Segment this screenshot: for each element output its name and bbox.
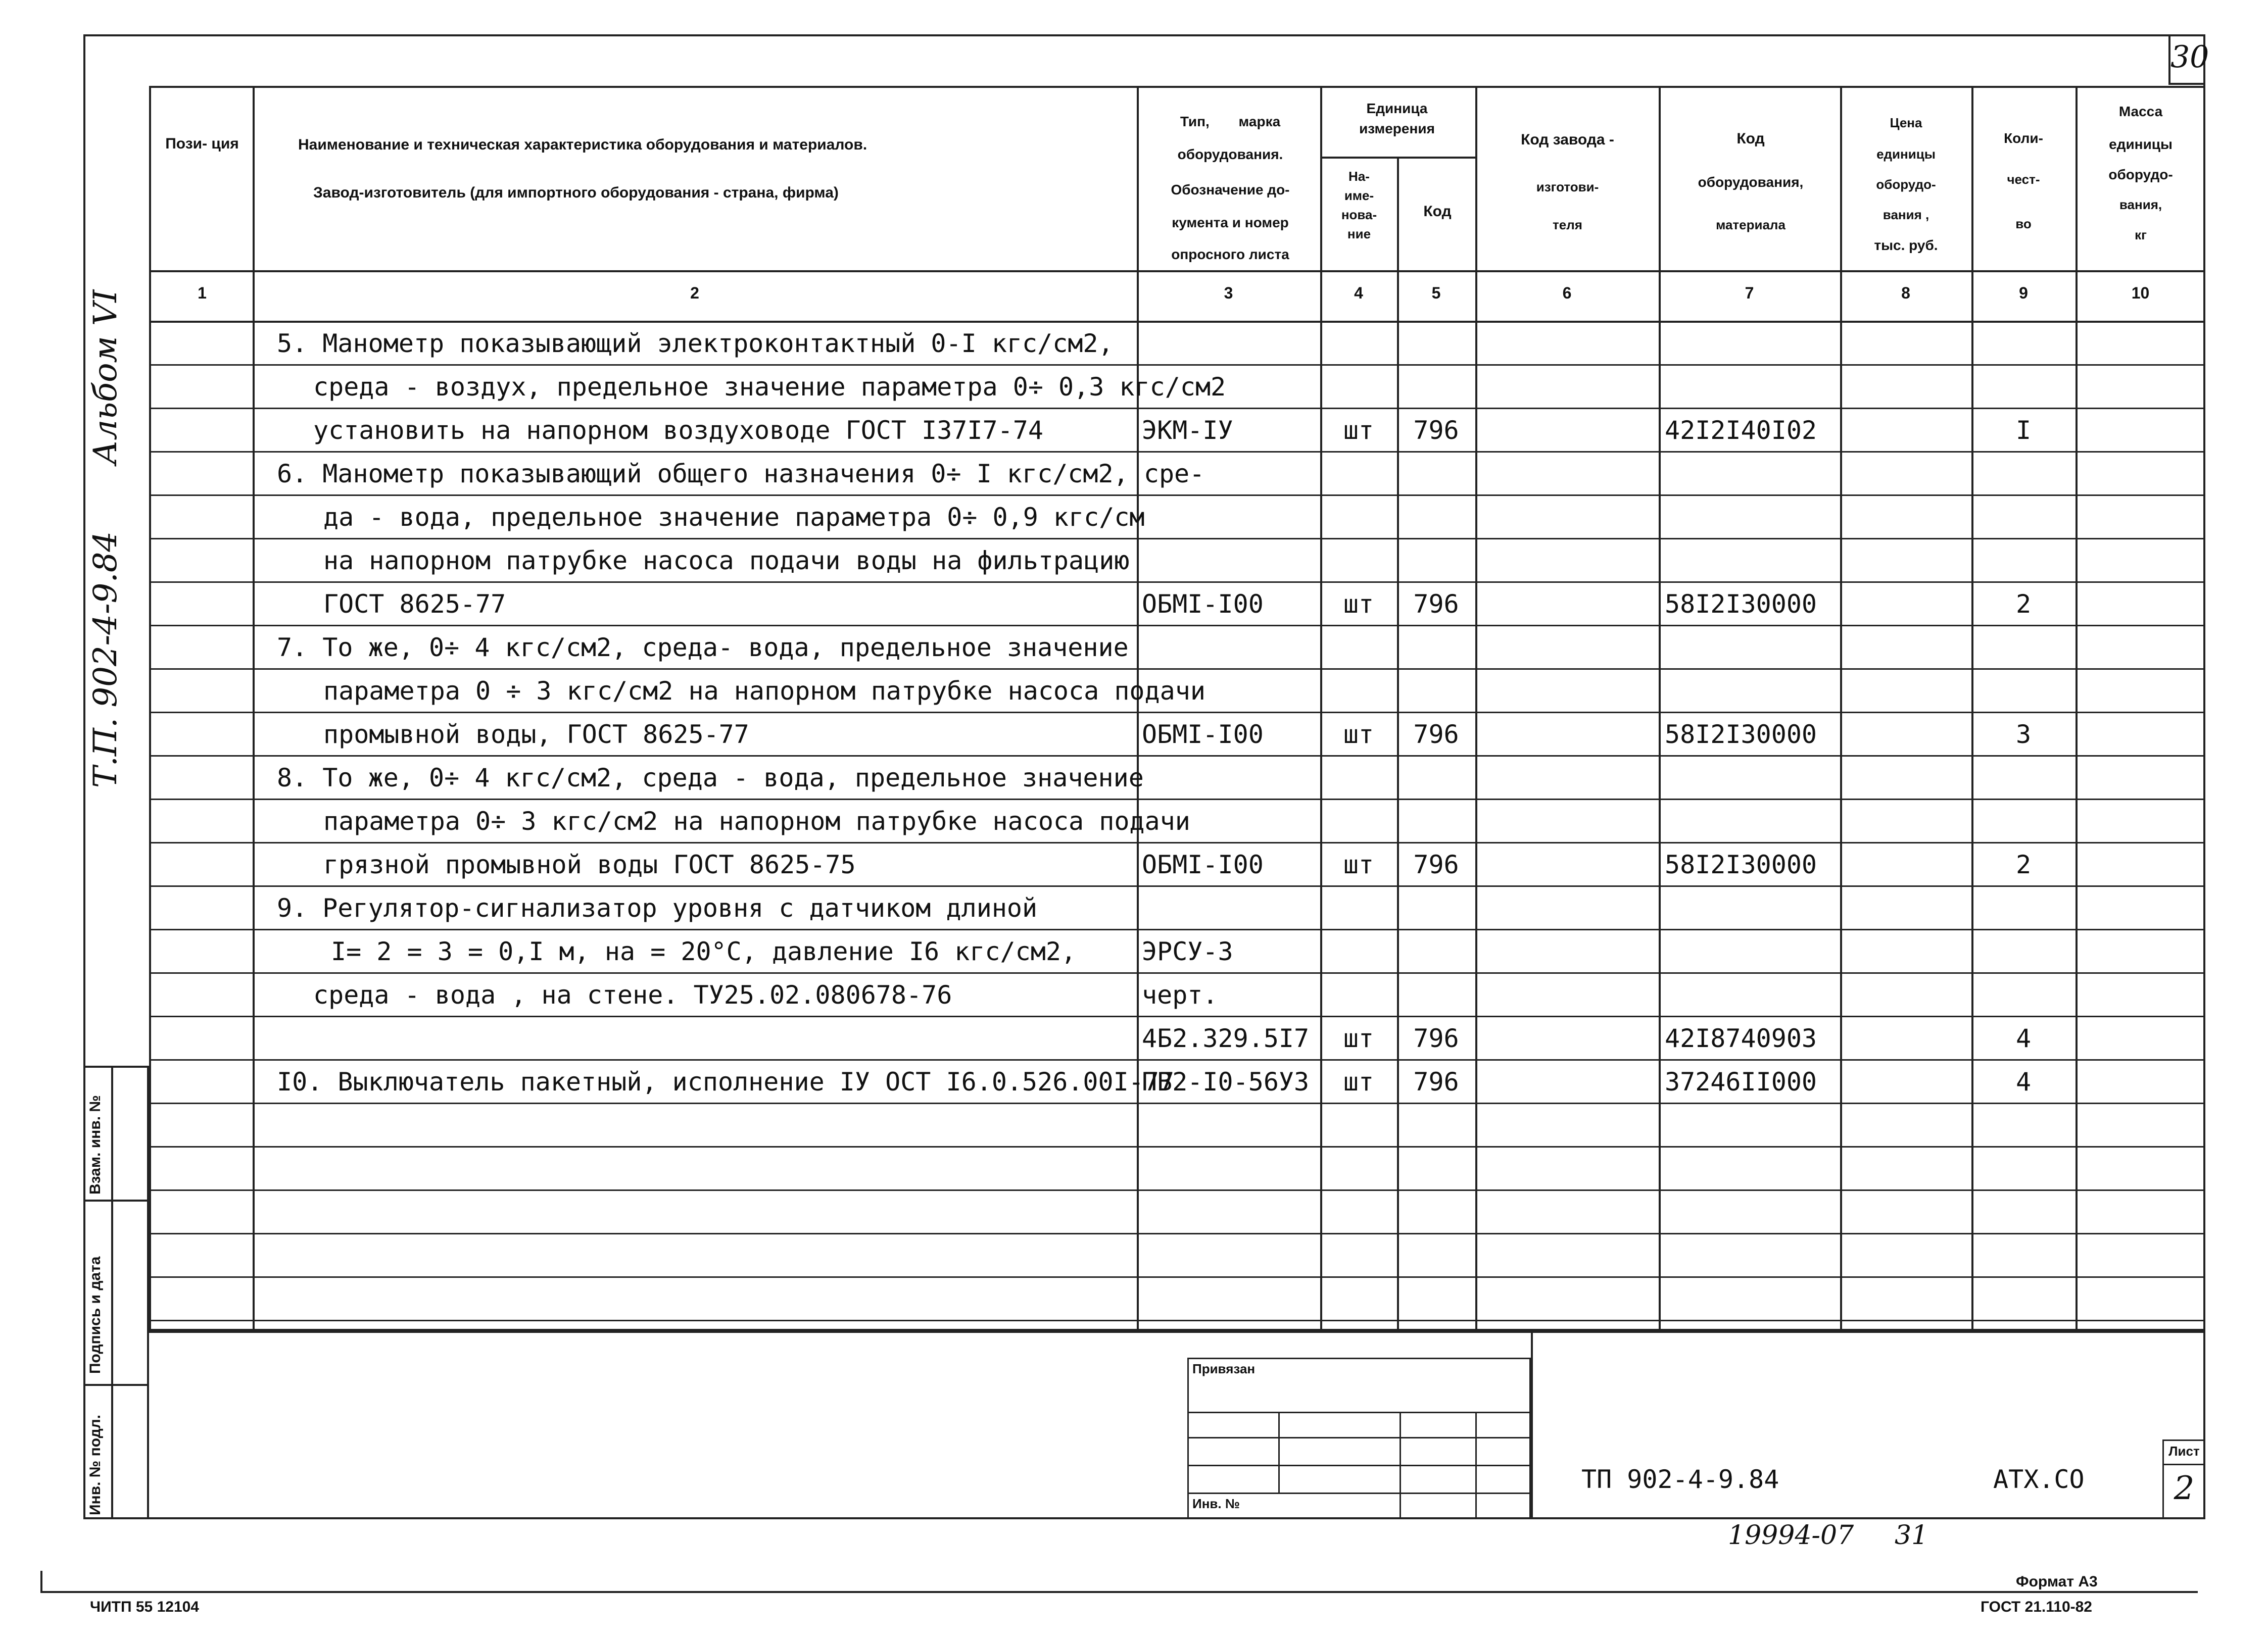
list-number: 2: [2174, 1470, 2195, 1507]
hdr-unit-group: Единица измерения: [1359, 101, 1435, 136]
hdr-col1: Пози- ция: [165, 135, 239, 152]
side-h1: [83, 1200, 149, 1202]
row-eq-code: 37246II000: [1665, 1067, 1817, 1097]
row-qty: 2: [2015, 589, 2032, 619]
inv-no-label: Инв. №: [1192, 1496, 1240, 1511]
row-type: 4Б2.329.5I7: [1142, 1024, 1310, 1053]
row-description: установить на напорном воздуховоде ГОСТ I37I7-74: [313, 416, 1043, 445]
side-vzam: Взам. инв. №: [87, 1095, 104, 1195]
row-separator: [149, 364, 2205, 366]
col-sep: [1137, 86, 1139, 1331]
row-eq-code: 42I2I40I02: [1665, 416, 1817, 445]
row-unit: шт: [1343, 720, 1374, 749]
col-sep: [1840, 86, 1842, 1331]
row-description: 5. Манометр показывающий электроконтактный 0-I кгс/см2,: [277, 329, 1114, 358]
row-type: черт.: [1142, 980, 1218, 1010]
hdr-col7-l2: оборудования,: [1698, 174, 1804, 190]
hdr-col3-l5: опросного листа: [1171, 246, 1289, 262]
stamp-v-main: [1531, 1331, 1533, 1519]
row-unit-code: 796: [1413, 589, 1459, 619]
row-description: I= 2 = 3 = 0,I м, на = 20°С, давление I6 кгс/см2,: [331, 937, 1077, 966]
colnum-6: 6: [1562, 284, 1572, 302]
row-eq-code: 42I8740903: [1665, 1024, 1817, 1053]
hdr-col3-l1: Тип, марка: [1180, 114, 1281, 129]
row-separator: [149, 1320, 2205, 1321]
row-separator: [149, 581, 2205, 583]
hdr-col2-l2: Завод-изготовитель (для импортного оборудования - страна, фирма): [313, 184, 839, 201]
row-unit-code: 796: [1413, 720, 1459, 749]
row-description: параметра 0÷ 3 кгс/см2 на напорном патрубке насоса подачи: [323, 807, 1190, 836]
spec-table: [149, 86, 2205, 1331]
atx-code: АТХ.СО: [1993, 1465, 2085, 1494]
row-type: ЭКМ-IУ: [1142, 416, 1233, 445]
row-description: среда - воздух, предельное значение параметра 0÷ 0,3 кгс/см2: [313, 372, 1226, 402]
col-sep: [1659, 86, 1661, 1331]
priv-v3: [1475, 1412, 1477, 1519]
row-type: ОБМI-I00: [1142, 589, 1264, 619]
hdr-col7-l1: Код: [1736, 130, 1765, 147]
bottom-hand-number-2: 31: [1895, 1520, 1928, 1551]
hdr-col3-l4: кумента и номер: [1172, 215, 1289, 230]
bottom-rule-left: [40, 1571, 42, 1591]
row-description: ГОСТ 8625-77: [323, 589, 506, 619]
gost-label: ГОСТ 21.110-82: [1981, 1599, 2092, 1615]
hdr-col8-l4: вания ,: [1883, 207, 1929, 222]
row-unit: шт: [1343, 589, 1374, 619]
col-sep: [2076, 86, 2078, 1331]
row-eq-code: 58I2I30000: [1665, 850, 1817, 879]
row-separator: [149, 625, 2205, 626]
hdr-col10-l1: Масса: [2118, 104, 2163, 119]
row-separator: [149, 538, 2205, 539]
bottom-hand-number: 19994-07: [1728, 1520, 1854, 1551]
list-sep: [2162, 1464, 2205, 1465]
priv-v1: [1278, 1412, 1280, 1493]
row-unit: шт: [1343, 850, 1374, 879]
row-separator: [149, 451, 2205, 453]
row-separator: [149, 885, 2205, 887]
row-qty: 3: [2015, 720, 2032, 749]
colnum-9: 9: [2019, 284, 2028, 302]
row-unit-code: 796: [1413, 416, 1459, 445]
row-unit: шт: [1343, 1067, 1374, 1097]
privyazan-label: Привязан: [1192, 1361, 1256, 1376]
col-sep: [253, 86, 255, 1331]
format-label: Формат А3: [2016, 1573, 2098, 1590]
row-type: ПВ2-I0-56У3: [1142, 1067, 1310, 1097]
row-description: параметра 0 ÷ 3 кгс/см2 на напорном патрубке насоса подачи: [323, 676, 1205, 706]
row-type: ОБМI-I00: [1142, 850, 1264, 879]
row-unit: шт: [1343, 1024, 1374, 1053]
project-code-vertical: Т.П. 902-4-9.84: [87, 531, 124, 788]
row-separator: [149, 842, 2205, 843]
row-description: среда - вода , на стене. ТУ25.02.080678-76: [313, 980, 952, 1010]
row-description: грязной промывной воды ГОСТ 8625-75: [323, 850, 856, 879]
album-label: Альбом VI: [87, 289, 124, 465]
row-unit-code: 796: [1413, 1067, 1459, 1097]
row-description: 7. То же, 0÷ 4 кгс/см2, среда- вода, предельное значение: [277, 633, 1129, 662]
row-separator: [149, 408, 2205, 409]
hdr-col6-l3: теля: [1553, 217, 1582, 232]
hdr-col8-l2: единицы: [1876, 146, 1936, 162]
hdr-col4: На- име- нова- ние: [1341, 169, 1377, 241]
colnum-4: 4: [1354, 284, 1363, 302]
colnum-5: 5: [1431, 284, 1441, 302]
col-sep: [1320, 86, 1322, 1331]
row-separator: [149, 1103, 2205, 1104]
hdr-col8-l3: оборудо-: [1876, 177, 1936, 192]
row-separator: [149, 1276, 2205, 1278]
hdr-col3-l2: оборудования.: [1177, 146, 1283, 162]
hdr-col8-l1: Цена: [1890, 115, 1922, 130]
row-description: 6. Манометр показывающий общего назначения 0÷ I кгс/см2, сре-: [277, 459, 1205, 488]
hdr-col3-l3: Обозначение до-: [1171, 182, 1290, 197]
side-inv: Инв. № подл.: [87, 1414, 104, 1515]
hdr-col5: Код: [1423, 203, 1452, 220]
row-description: I0. Выключатель пакетный, исполнение IУ ОСТ I6.0.526.00I-77: [277, 1067, 1175, 1097]
hdr-col9-l1: Коли-: [2004, 130, 2043, 146]
row-unit-code: 796: [1413, 850, 1459, 879]
chitp-label: ЧИТП 55 12104: [90, 1599, 199, 1615]
doc-code: ТП 902-4-9.84: [1581, 1465, 1779, 1494]
colnum-2: 2: [690, 284, 699, 302]
row-separator: [149, 929, 2205, 930]
row-qty: 4: [2015, 1067, 2032, 1097]
priv-h4: [1187, 1493, 1531, 1494]
hdr-col6-l2: изготови-: [1536, 179, 1599, 194]
col-sep: [1971, 86, 1973, 1331]
hdr-col2-l1: Наименование и техническая характеристика оборудования и материалов.: [298, 136, 867, 153]
hdr-col10-l2: единицы: [2109, 136, 2173, 152]
unit-group-sep: [1320, 157, 1475, 159]
row-type: ЭРСУ-3: [1142, 937, 1233, 966]
row-unit: шт: [1343, 416, 1374, 445]
row-qty: 2: [2015, 850, 2032, 879]
bottom-rule: [40, 1591, 2198, 1593]
row-separator: [149, 972, 2205, 974]
corner-number: 30: [2170, 39, 2209, 75]
hdr-col10-l5: кг: [2135, 227, 2147, 242]
row-separator: [149, 1146, 2205, 1148]
row-qty: I: [2015, 416, 2032, 445]
privyazan-box: [1187, 1358, 1531, 1519]
priv-h1: [1187, 1412, 1531, 1413]
hdr-col9-l2: чест-: [2007, 172, 2040, 187]
colnum-8: 8: [1901, 284, 1910, 302]
list-label: Лист: [2168, 1444, 2200, 1459]
side-h2: [83, 1384, 149, 1386]
side-podpis: Подпись и дата: [87, 1256, 104, 1374]
row-eq-code: 58I2I30000: [1665, 589, 1817, 619]
colnum-bottom: [149, 321, 2205, 323]
hdr-col9-l3: во: [2015, 216, 2032, 231]
header-bottom: [149, 270, 2205, 272]
colnum-10: 10: [2131, 284, 2150, 302]
row-qty: 4: [2015, 1024, 2032, 1053]
stamp-top: [149, 1331, 2205, 1333]
row-separator: [149, 1016, 2205, 1017]
row-description: промывной воды, ГОСТ 8625-77: [323, 720, 749, 749]
colnum-1: 1: [198, 284, 207, 302]
hdr-col7-l3: материала: [1716, 217, 1786, 232]
col-sep: [1475, 86, 1477, 1331]
hdr-col6-l1: Код завода -: [1521, 131, 1614, 148]
colnum-7: 7: [1745, 284, 1754, 302]
row-separator: [149, 1059, 2205, 1061]
side-sep: [111, 1066, 113, 1519]
priv-h3: [1187, 1465, 1531, 1466]
row-unit-code: 796: [1413, 1024, 1459, 1053]
row-separator: [149, 712, 2205, 713]
row-type: ОБМI-I00: [1142, 720, 1264, 749]
row-description: да - вода, предельное значение параметра 0÷ 0,9 кгс/см: [323, 503, 1145, 532]
hdr-col10-l3: оборудо-: [2108, 167, 2173, 182]
hdr-col8-l5: тыс. руб.: [1874, 237, 1938, 253]
row-description: на напорном патрубке насоса подачи воды на фильтрацию: [323, 546, 1130, 575]
row-separator: [149, 799, 2205, 800]
row-separator: [149, 755, 2205, 757]
row-description: 8. То же, 0÷ 4 кгс/см2, среда - вода, предельное значение: [277, 763, 1144, 792]
row-eq-code: 58I2I30000: [1665, 720, 1817, 749]
priv-v2: [1400, 1412, 1401, 1519]
row-separator: [149, 1233, 2205, 1234]
priv-h2: [1187, 1437, 1531, 1438]
colnum-3: 3: [1224, 284, 1233, 302]
row-separator: [149, 668, 2205, 670]
hdr-col10-l4: вания,: [2119, 197, 2162, 212]
row-separator: [149, 494, 2205, 496]
row-separator: [149, 1189, 2205, 1191]
row-description: 9. Регулятор-сигнализатор уровня с датчиком длиной: [277, 893, 1038, 923]
